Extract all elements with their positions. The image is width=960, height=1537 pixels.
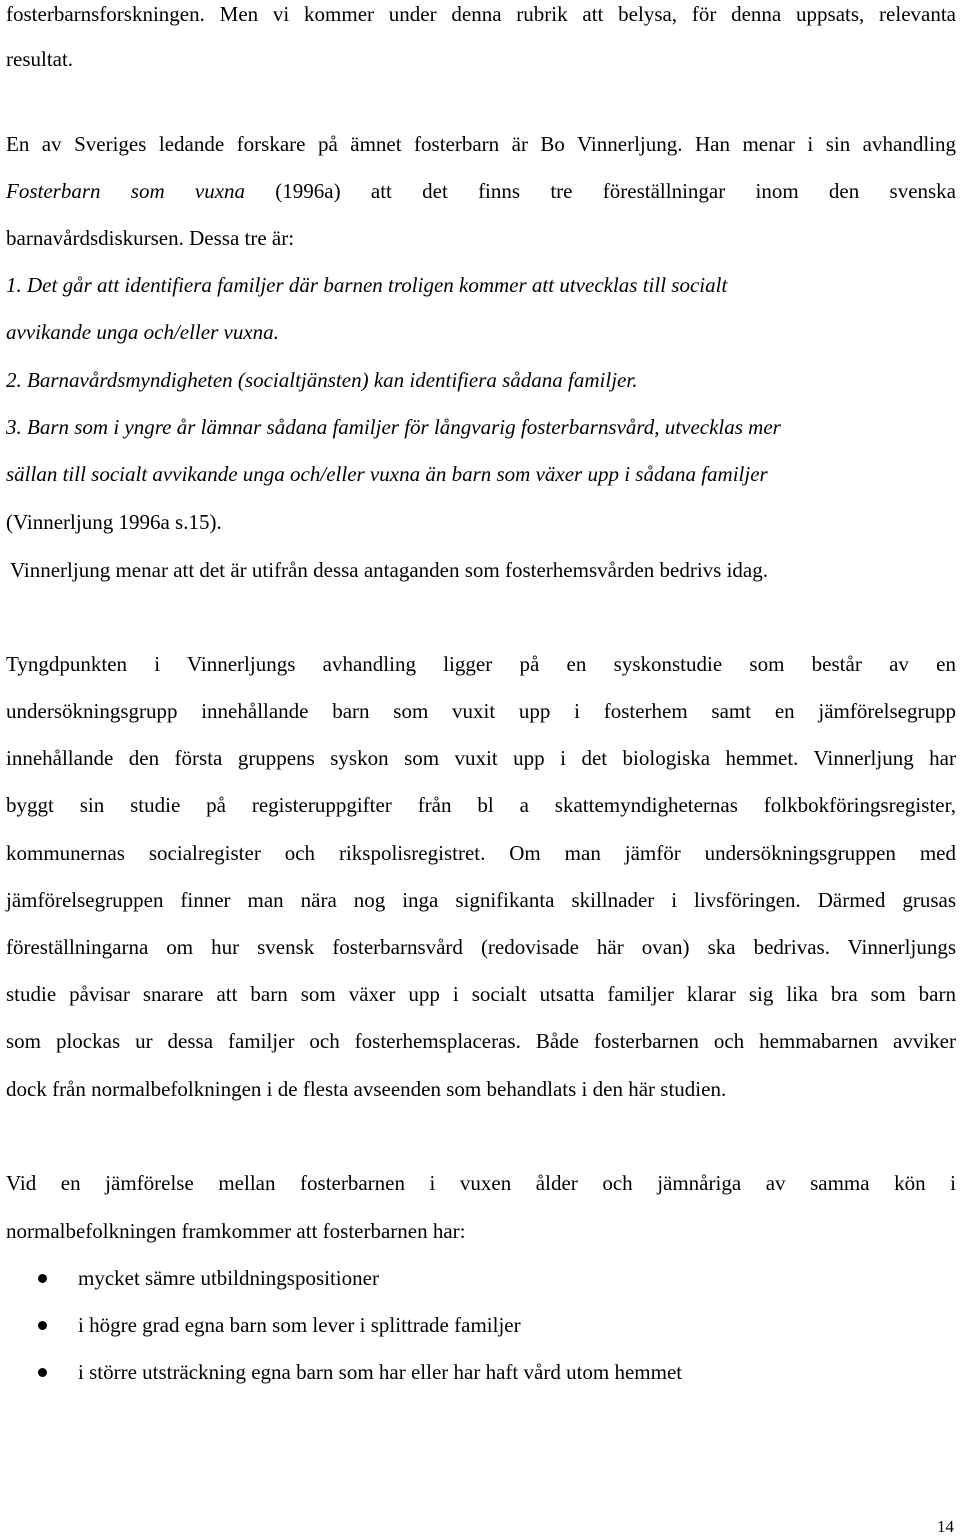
numbered-item-3-line-2: sällan till socialt avvikande unga och/eller vuxna än barn som växer upp i sådana familjer — [6, 462, 768, 486]
tyngdpunkt-line-3: innehållande den första gruppens syskon som vuxit upp i det biologiska hemmet. Vinnerljung har — [6, 746, 956, 770]
tyngdpunkt-line-1: Tyngdpunkten i Vinnerljungs avhandling ligger på en syskonstudie som består av en — [6, 652, 956, 676]
bullet-text: i större utsträckning egna barn som har eller har haft vård utom hemmet — [78, 1360, 683, 1384]
tyngdpunkt-line-8: studie påvisar snarare att barn som växer upp i socialt utsatta familjer klarar sig lika bra som barn — [6, 982, 956, 1006]
intro-line-1: fosterbarnsforskningen. Men vi kommer under denna rubrik att belysa, för denna uppsats, relevanta — [6, 2, 956, 26]
bullet-dot-icon — [38, 1321, 47, 1330]
bullet-text: mycket sämre utbildningspositioner — [78, 1266, 379, 1290]
tyngdpunkt-line-2: undersökningsgrupp innehållande barn som vuxit upp i fosterhem samt en jämförelsegrupp — [6, 699, 956, 723]
numbered-item-1-line-1: 1. Det går att identifiera familjer där barnen troligen kommer att utvecklas till socialt — [6, 273, 728, 297]
tyngdpunkt-line-10: dock från normalbefolkningen i de flesta avseenden som behandlats i den här studien. — [6, 1077, 727, 1101]
vinnerljung-line-2-rest: (1996a) att det finns tre föreställningar inom den svenska — [245, 179, 957, 203]
comparison-line-2: normalbefolkningen framkommer att fosterbarnen har: — [6, 1219, 466, 1243]
numbered-item-3-line-1: 3. Barn som i yngre år lämnar sådana familjer för långvarig fosterbarnsvård, utvecklas mer — [6, 415, 781, 439]
vinnerljung-line-2 — [6, 179, 956, 203]
tyngdpunkt-line-7: föreställningarna om hur svensk fosterbarnsvård (redovisade här ovan) ska bedrivas. Vinnerljungs — [6, 935, 956, 959]
intro-line-2: resultat. — [6, 47, 74, 71]
bullet-text: i högre grad egna barn som lever i splittrade familjer — [78, 1313, 521, 1337]
tyngdpunkt-line-6: jämförelsegruppen finner man nära nog inga signifikanta skillnader i livsföringen. Därmed grusas — [6, 888, 956, 912]
vinnerljung-line-3: barnavårdsdiskursen. Dessa tre är: — [6, 226, 295, 250]
citation: (Vinnerljung 1996a s.15). — [6, 510, 222, 534]
page-number: 14 — [937, 1517, 954, 1536]
conclusion-line: Vinnerljung menar att det är utifrån dessa antaganden som fosterhemsvården bedrivs idag. — [10, 558, 768, 582]
tyngdpunkt-line-9: som plockas ur dessa familjer och fosterhemsplaceras. Både fosterbarnen och hemmabarnen avviker — [6, 1029, 956, 1053]
comparison-line-1: Vid en jämförelse mellan fosterbarnen i vuxen ålder och jämnåriga av samma kön i — [6, 1171, 956, 1195]
bullet-dot-icon — [38, 1274, 47, 1283]
numbered-item-2-line-1: 2. Barnavårdsmyndigheten (socialtjänsten) kan identifiera sådana familjer. — [6, 368, 638, 392]
bullet-dot-icon — [38, 1368, 47, 1377]
numbered-item-1-line-2: avvikande unga och/eller vuxna. — [6, 320, 279, 344]
vinnerljung-line-1: En av Sveriges ledande forskare på ämnet fosterbarn är Bo Vinnerljung. Han menar i sin avhandling — [6, 132, 956, 156]
book-title: Fosterbarn som vuxna — [6, 179, 246, 203]
tyngdpunkt-line-5: kommunernas socialregister och rikspolisregistret. Om man jämför undersökningsgruppen med — [6, 841, 956, 865]
tyngdpunkt-line-4: byggt sin studie på registeruppgifter från bl a skattemyndigheternas folkbokföringsregister, — [6, 793, 956, 817]
